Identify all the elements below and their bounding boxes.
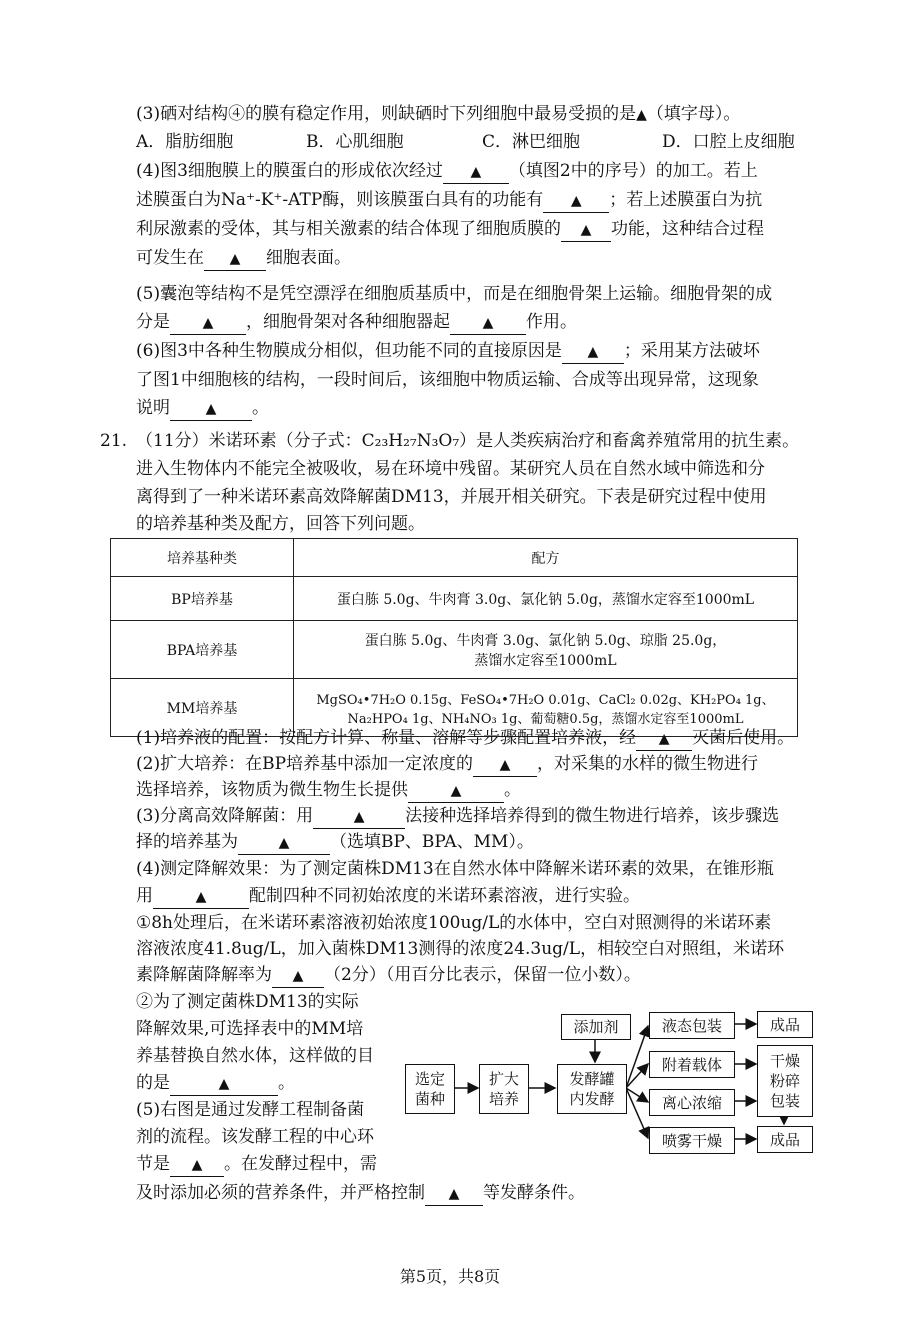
q21-intro-line1: （11分）米诺环素（分子式：C₂₃H₂₇N₃O₇）是人类疾病治疗和畜禽养殖常用的抗生素。 (136, 431, 800, 451)
flow-expand-culture (479, 1064, 529, 1114)
table-header: 配方 (294, 539, 798, 577)
recipe-line: 蒸馏水定容至1000mL (474, 652, 617, 669)
text: ；若上述膜蛋白为抗 (609, 190, 763, 210)
triangle-mark: ▲ (450, 783, 462, 799)
text: ，细胞骨架对各种细胞器起 (246, 312, 450, 332)
triangle-mark: ▲ (229, 251, 241, 267)
recipe-line: Na₂HPO₄ 1g、NH₄NO₃ 1g、葡萄糖0.5g，蒸馏水定容至1000mL (347, 711, 744, 727)
q21-circle1-line2: 溶液浓度41.8ug/L，加入菌株DM13测得的浓度24.3ug/L，相较空白对照组，米诺环 (136, 939, 785, 959)
text: ；采用某方法破坏 (623, 341, 760, 361)
text: ，对采集的水样的微生物进行 (537, 754, 759, 774)
text: 作用。 (526, 312, 577, 332)
text: (2)扩大培养：在BP培养基中添加一定浓度的 (136, 754, 474, 774)
q21-number: 21. (100, 431, 128, 451)
flow-spray-dry: 喷雾干燥 (649, 1127, 735, 1154)
option-b: B．心肌细胞 (306, 132, 404, 152)
text: (4)图3细胞膜上的膜蛋白的形成依次经过 (136, 161, 443, 181)
text: 法接种选择培养得到的微生物进行培养，该步骤选 (405, 806, 780, 826)
text: （填图2中的序号）的加工。若上 (508, 161, 758, 181)
box-label: 包装 (769, 1092, 800, 1110)
flow-fermenter (557, 1064, 627, 1114)
recipe-line: MgSO₄•7H₂O 0.15g、FeSO₄•7H₂O 0.01g、CaCl₂ 0.02g、KH₂PO₄ 1g、 (316, 692, 775, 708)
flow-dry-crush-pack (757, 1045, 813, 1117)
option-d: D．口腔上皮细胞 (662, 132, 795, 152)
q21-circle2-line2: 降解效果,可选择表中的MM培 (136, 1019, 364, 1039)
triangle-mark: ▲ (470, 164, 482, 180)
text: 述膜蛋白为Na⁺-K⁺-ATP酶，则该膜蛋白具有的功能有 (136, 190, 544, 210)
text: 及时添加必须的营养条件，并严格控制 (136, 1183, 425, 1203)
triangle-mark: ▲ (499, 757, 511, 773)
text: 素降解菌降解率为 (136, 965, 272, 985)
box-label: 干燥 (769, 1052, 800, 1070)
text: （2分）（用百分比表示，保留一位小数）。 (324, 965, 641, 985)
recipe-line: 蛋白胨 5.0g、牛肉膏 3.0g、氯化钠 5.0g、琼脂 25.0g， (364, 632, 727, 649)
triangle-mark: ▲ (191, 1157, 203, 1173)
medium-name: MM培养基 (111, 679, 294, 737)
flow-centrifuge: 离心浓缩 (649, 1089, 735, 1116)
flow-carrier: 附着载体 (649, 1051, 735, 1078)
q21-part4-line1: (4)测定降解效果：为了测定菌株DM13在自然水体中降解米诺环素的效果，在锥形瓶 (136, 859, 774, 879)
medium-name: BP培养基 (111, 577, 294, 621)
text: 节是 (136, 1154, 170, 1174)
q21-circle2-line3: 养基替换自然水体，这样做的目 (136, 1046, 374, 1066)
triangle-mark: ▲ (202, 315, 214, 331)
q21-intro-line3: 离得到了一种米诺环素高效降解菌DM13，并展开相关研究。下表是研究过程中使用 (136, 487, 767, 507)
flow-product-bottom: 成品 (757, 1126, 813, 1153)
triangle-mark: ▲ (205, 401, 217, 417)
text: 分是 (136, 312, 170, 332)
q21-circle1-line1: ①8h处理后，在米诺环素溶液初始浓度100ug/L的水体中，空白对照测得的米诺环素 (136, 913, 772, 933)
flow-additive: 添加剂 (561, 1014, 631, 1040)
answer-blank[interactable]: ▲ (636, 107, 647, 123)
text: 说明 (136, 398, 170, 418)
text: 。 (278, 1073, 295, 1093)
q20-part3-text: (3)硒对结构④的膜有稳定作用，则缺硒时下列细胞中最易受损的是 (136, 104, 637, 124)
q21-circle2-line1: ②为了测定菌株DM13的实际 (136, 992, 359, 1012)
text: (6)图3中各种生物膜成分相似，但功能不同的直接原因是 (136, 341, 562, 361)
text: 细胞表面。 (266, 248, 351, 268)
medium-name: BPA培养基 (111, 621, 294, 679)
option-c: C．淋巴细胞 (482, 132, 581, 152)
text: 。 (252, 398, 269, 418)
flow-select-strain (405, 1064, 455, 1114)
flow-product-top: 成品 (757, 1011, 813, 1038)
triangle-mark: ▲ (658, 731, 670, 747)
text: 灭菌后使用。 (692, 728, 795, 748)
triangle-mark: ▲ (448, 1186, 460, 1202)
text: 的是 (136, 1073, 170, 1093)
box-label: 内发酵 (569, 1090, 615, 1108)
option-a: A．脂肪细胞 (136, 132, 234, 152)
box-label: 选定 (414, 1070, 445, 1088)
triangle-mark: ▲ (292, 968, 304, 984)
box-label: 扩大 (488, 1070, 519, 1088)
q21-intro-line2: 进入生物体内不能完全被吸收，易在环境中残留。某研究人员在自然水域中筛选和分 (136, 459, 765, 479)
text: （选填BP、BPA、MM）。 (330, 832, 534, 852)
box-label: 发酵罐 (569, 1070, 615, 1088)
text: (3)分离高效降解菌：用 (136, 806, 314, 826)
text: (1)培养液的配置：按配方计算、称量、溶解等步骤配置培养液，经 (136, 728, 637, 748)
page-footer: 第5页，共8页 (399, 1267, 501, 1286)
text: 选择培养，该物质为微生物生长提供 (136, 780, 408, 800)
triangle-mark: ▲ (587, 344, 599, 360)
triangle-mark: ▲ (218, 1076, 230, 1092)
text: 用 (136, 886, 153, 906)
q21-intro-line4: 的培养基种类及配方，回答下列问题。 (136, 514, 425, 534)
text: 。在发酵过程中，需 (224, 1154, 377, 1174)
text: 配制四种不同初始浓度的米诺环素溶液，进行实验。 (249, 886, 640, 906)
text: 利尿激素的受体，其与相关激素的结合体现了细胞质膜的 (136, 219, 561, 239)
triangle-mark: ▲ (580, 222, 592, 238)
q20-part3-tail: （填字母）。 (646, 104, 741, 124)
q20-part5-line1: (5)囊泡等结构不是凭空漂浮在细胞质基质中，而是在细胞骨架上运输。细胞骨架的成 (136, 284, 773, 304)
table-header: 培养基种类 (111, 539, 294, 577)
box-label: 菌种 (414, 1090, 445, 1108)
triangle-mark: ▲ (482, 315, 494, 331)
box-label: 培养 (488, 1090, 519, 1108)
text: 择的培养基为 (136, 832, 238, 852)
text: 功能，这种结合过程 (611, 219, 764, 239)
q21-part5-line1: (5)右图是通过发酵工程制备菌 (136, 1100, 365, 1120)
box-label: 粉碎 (769, 1072, 800, 1090)
text: 。 (504, 780, 521, 800)
triangle-mark: ▲ (195, 889, 207, 905)
q21-part5-line2: 剂的流程。该发酵工程的中心环 (136, 1127, 374, 1147)
text: 等发酵条件。 (483, 1183, 585, 1203)
triangle-mark: ▲ (353, 809, 365, 825)
q20-part6-line2: 了图1中细胞核的结构，一段时间后，该细胞中物质运输、合成等出现异常，这现象 (136, 370, 759, 390)
flow-liquid-packaging: 液态包装 (649, 1012, 735, 1039)
triangle-mark: ▲ (570, 193, 582, 209)
text: 可发生在 (136, 248, 204, 268)
recipe-line: 蛋白胨 5.0g、牛肉膏 3.0g、氯化钠 5.0g，蒸馏水定容至1000mL (336, 591, 755, 608)
triangle-mark: ▲ (278, 835, 290, 851)
